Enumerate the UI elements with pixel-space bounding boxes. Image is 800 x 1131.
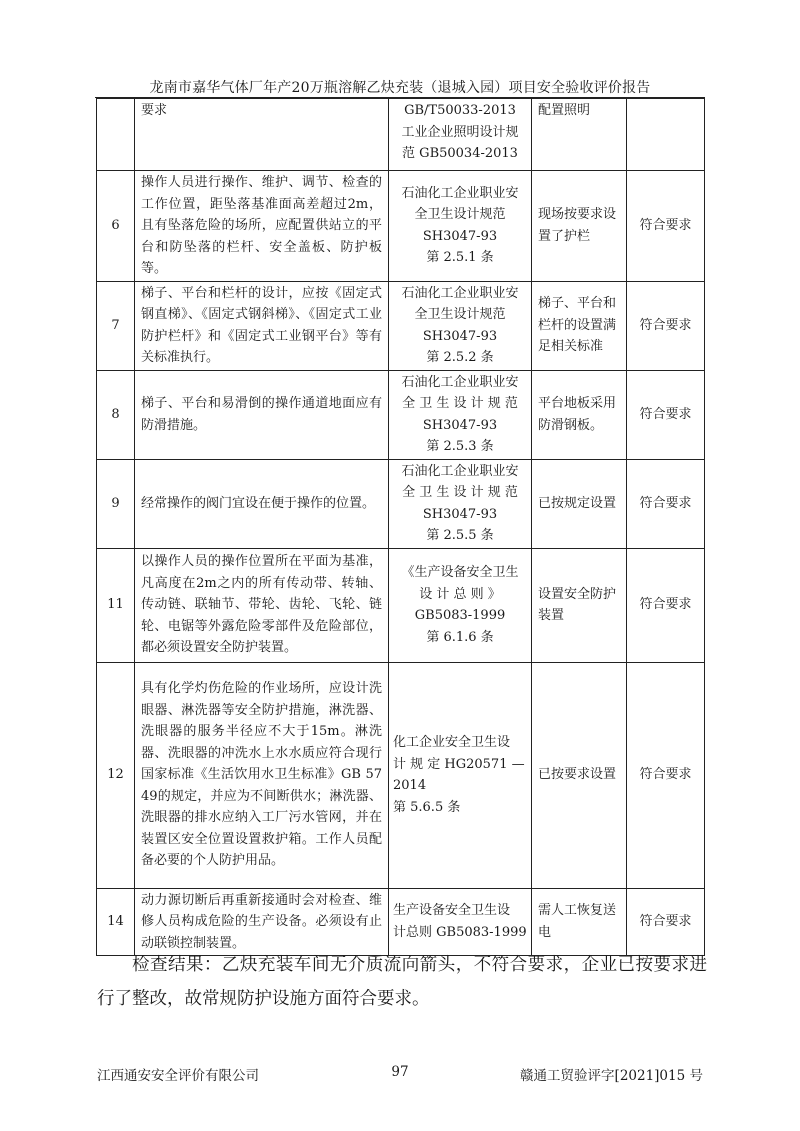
conclusion-cell: 符合要求 — [627, 171, 705, 282]
implementation-cell: 平台地板采用防滑钢板。 — [532, 370, 627, 459]
basis-line: 第 2.5.3 条 — [426, 439, 494, 454]
basis-line: 石油化工企业职业安 — [401, 285, 519, 301]
basis-line: 石油化工企业职业安 — [401, 463, 519, 479]
basis-line: 第 2.5.1 条 — [426, 250, 494, 266]
basis-line: GB/T50033-2013 — [404, 103, 516, 118]
basis-cell — [389, 662, 532, 888]
basis-line: 范 GB50034-2013 — [402, 146, 518, 161]
basis-line: GB5083-1999 — [414, 608, 506, 623]
row-number-cell: 6 — [97, 171, 135, 282]
row-number-cell: 7 — [97, 281, 135, 370]
table-row — [97, 459, 705, 548]
implementation-cell: 已按规定设置 — [532, 459, 627, 548]
basis-cell — [389, 888, 532, 956]
inspection-table-body — [97, 99, 705, 956]
conclusion-cell: 符合要求 — [627, 459, 705, 548]
row-number-cell: 14 — [97, 888, 135, 956]
basis-line: 全 卫 生 设 计 规 范 — [402, 396, 518, 411]
conclusion-cell: 符合要求 — [627, 548, 705, 662]
basis-cell — [389, 548, 532, 662]
basis-line: 第 2.5.5 条 — [426, 528, 494, 543]
requirement-cell: 以操作人员的操作位置所在平面为基准，凡高度在2m之内的所有传动带、转轴、传动链、联轴节、带轮、齿轮、飞轮、链轮、电锯等外露危险零部件及危险部位，都必须设置安全防护装置。 — [135, 548, 389, 662]
basis-cell — [389, 281, 532, 370]
basis-cell — [389, 171, 532, 282]
basis-line: 生产设备安全卫生设 — [393, 903, 511, 919]
basis-line: 第 6.1.6 条 — [426, 629, 494, 645]
row-number-cell: 9 — [97, 459, 135, 548]
requirement-cell: 动力源切断后再重新接通时会对检查、维修人员构成危险的生产设备。必须设有止动联锁控制装置。 — [135, 888, 389, 956]
table-row — [97, 370, 705, 459]
basis-line: 设 计 总 则 》 — [419, 586, 501, 602]
table-row — [97, 548, 705, 662]
table-row — [97, 662, 705, 888]
table-row — [97, 281, 705, 370]
requirement-cell: 要求 — [135, 99, 389, 171]
conclusion-cell — [627, 99, 705, 171]
implementation-cell: 梯子、平台和栏杆的设置满足相关标准 — [532, 281, 627, 370]
footer-page-number: 97 — [391, 1064, 409, 1080]
basis-line: 第 5.6.5 条 — [393, 799, 461, 815]
conclusion-cell: 符合要求 — [627, 662, 705, 888]
basis-line: SH3047-93 — [422, 328, 498, 344]
row-number-cell: 12 — [97, 662, 135, 888]
basis-line: SH3047-93 — [422, 228, 498, 244]
row-number-cell: 11 — [97, 548, 135, 662]
basis-cell — [389, 370, 532, 459]
conclusion-cell: 符合要求 — [627, 370, 705, 459]
implementation-cell: 配置照明 — [532, 99, 627, 171]
conclusion-cell: 符合要求 — [627, 281, 705, 370]
basis-line: 石油化工企业职业安 — [401, 374, 519, 390]
footer-company: 江西通安安全评价有限公司 — [97, 1068, 259, 1084]
requirement-cell: 具有化学灼伤危险的作业场所，应设计洗眼器、淋洗器等安全防护措施，淋洗器、洗眼器的服务半径应不大于15m。淋洗器、洗眼器的冲洗水上水水质应符合现行国家标准《生活饮用水卫生标准》GB 5749的规定，并应为不间断供水；淋洗器、洗眼器的排水应纳入工厂污水管网，并在装置区安全位置设置救护箱。工作人员配备必要的个人防护用品。 — [135, 662, 389, 888]
basis-line: 第 2.5.2 条 — [426, 350, 494, 365]
basis-line: 工业企业照明设计规 — [401, 124, 519, 140]
conclusion-cell: 符合要求 — [627, 888, 705, 956]
page-header-title: 龙南市嘉华气体厂年产20万瓶溶解乙炔充装（退城入园）项目安全验收评价报告 — [149, 80, 651, 96]
implementation-cell: 已按要求设置 — [532, 662, 627, 888]
basis-line: 石油化工企业职业安 — [401, 185, 519, 201]
basis-cell — [389, 459, 532, 548]
table-row — [97, 171, 705, 282]
footer-document-number: 赣通工贸验评字[2021]015 号 — [520, 1068, 703, 1084]
basis-line: 全 卫 生 设 计 规 范 — [402, 485, 518, 500]
requirement-cell: 梯子、平台和易滑倒的操作通道地面应有防滑措施。 — [135, 370, 389, 459]
requirement-cell: 梯子、平台和栏杆的设计，应按《固定式钢直梯》、《固定式钢斜梯》、《固定式工业防护栏杆》和《固定式工业钢平台》等有关标准执行。 — [135, 281, 389, 370]
inspection-result: 检查结果：乙炔充装车间无介质流向箭头，不符合要求，企业已按要求进行了整改，故常规防护设施方面符合要求。 — [97, 955, 707, 1009]
inspection-table — [96, 98, 705, 956]
row-number-cell — [97, 99, 135, 171]
basis-line: 计 规 定 HG20571 — — [393, 756, 525, 772]
basis-line: SH3047-93 — [422, 506, 498, 522]
requirement-cell: 操作人员进行操作、维护、调节、检查的工作位置，距坠落基准面高差超过2m，且有坠落危险的场所，应配置供站立的平台和防坠落的栏杆、安全盖板、防护板等。 — [135, 171, 389, 282]
implementation-cell: 现场按要求设置了护栏 — [532, 171, 627, 282]
implementation-cell: 需人工恢复送电 — [532, 888, 627, 956]
implementation-cell: 设置安全防护装置 — [532, 548, 627, 662]
basis-line: 2014 — [393, 778, 427, 793]
requirement-cell: 经常操作的阀门宜设在便于操作的位置。 — [135, 459, 389, 548]
basis-line: 《生产设备安全卫生 — [401, 565, 519, 580]
basis-line: 化工企业安全卫生设 — [393, 735, 511, 750]
table-row — [97, 99, 705, 171]
basis-line: 全卫生设计规范 — [414, 207, 506, 223]
basis-cell — [389, 99, 532, 171]
basis-line: 计总则 GB5083-1999 — [393, 924, 527, 940]
basis-line: 全卫生设计规范 — [414, 307, 506, 322]
row-number-cell: 8 — [97, 370, 135, 459]
basis-line: SH3047-93 — [422, 417, 498, 433]
table-row — [97, 888, 705, 956]
